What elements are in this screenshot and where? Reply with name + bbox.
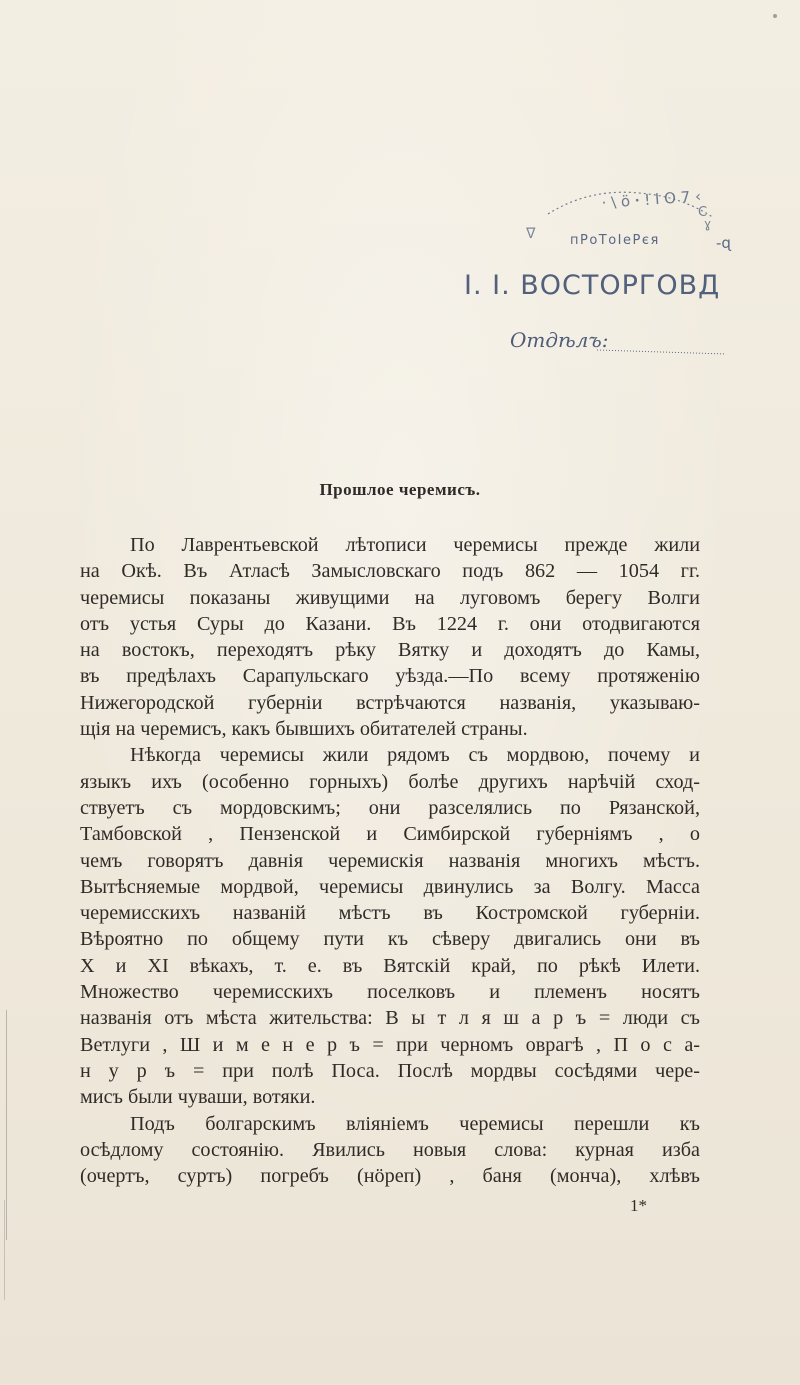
page-edge-mark [6,1010,7,1240]
ink-dot [773,14,777,18]
text-line: черемисы показаны живущими на луговомъ берегу Волги [80,586,700,609]
svg-text:· \ ö ꞏ ! I O 7 ‹: · \ ö ꞏ ! I O 7 ‹ [601,187,702,212]
text-line: чемъ говорятъ давнія черемискія названія многихъ мѣстъ. [80,849,700,872]
text-line: X и XI вѣкахъ, т. е. въ Вятскій край, по рѣкѣ Илети. [80,954,700,977]
svg-text:Отдѣлъ:: Отдѣлъ: [510,328,609,352]
svg-text:C: C [698,205,708,220]
text-line: Нѣкогда черемисы жили рядомъ съ мордвою, почему и [130,744,700,767]
text-line: Ветлуги , Ш и м е н е р ъ = при черномъ оврагѣ , П о с а- [80,1033,700,1056]
text-line: на Окѣ. Въ Атласѣ Замысловскаго подъ 862 — 1054 гг. [80,560,700,583]
text-line: Тамбовской , Пензенской и Симбирской губерніямъ , о [80,823,700,846]
library-stamp [452,176,788,376]
text-line: н у р ъ = при полѣ Поса. Послѣ мордвы сосѣдями чере- [80,1059,700,1082]
text-line: щія на черемисъ, какъ бывшихъ обитателей страны. [80,718,528,741]
page-edge-mark [4,1200,5,1300]
text-line: По Лаврентьевской лѣтописи черемисы прежде жили [130,534,700,556]
text-line: языкъ ихъ (особенно горныхъ) болѣе другихъ нарѣчій сход- [80,770,700,793]
svg-text:-ɋ: -ɋ [716,234,731,252]
text-line: Нижегородской губерніи встрѣчаются названія, указываю- [80,691,700,714]
svg-text:ɣ: ɣ [704,217,712,231]
text-line: черемисскихъ названій мѣстъ въ Костромской губерніи. [80,902,700,925]
text-line: мисъ были чуваши, вотяки. [80,1086,316,1109]
text-line: въ предѣлахъ Сарапульскаго уѣзда.—По всему протяженію [80,665,700,688]
text-line: Подъ болгарскимъ вліяніемъ черемисы перешли къ [130,1112,700,1135]
stamp-graphic [452,176,788,376]
text-line: (очертъ, суртъ) погребъ (нöреп) , баня (монча), хлѣвъ [80,1165,700,1188]
text-line: названія отъ мѣста жительства: В ы т л я ш а р ъ = люди съ [80,1007,700,1030]
svg-text:І. І. ВОСТОРГОВД: І. І. ВОСТОРГОВД [464,270,721,301]
text-line: Вѣроятно по общему пути къ сѣверу двигались они въ [80,928,700,951]
page-title: Прошлое черемисъ. [319,480,481,499]
text-line: Множество черемисскихъ поселковъ и племенъ носятъ [80,981,700,1004]
svg-text:пРоТоІеРєя: пРоТоІеРєя [570,233,660,248]
svg-text:ᐁ: ᐁ [526,226,536,242]
text-line: ствуетъ съ мордовскимъ; они разселялись по Рязанской, [80,796,700,819]
body-text [80,532,700,1189]
text-line: Вытѣсняемые мордвой, черемисы двинулись за Волгу. Масса [80,875,700,898]
page-signature: 1* [630,1196,647,1215]
text-line: осѣдлому состоянію. Явились новыя слова: курная изба [80,1138,700,1161]
text-line: на востокъ, переходятъ рѣку Вятку и доходятъ до Камы, [80,639,700,662]
text-line: отъ устья Суры до Казани. Въ 1224 г. они отодвигаются [80,612,700,635]
